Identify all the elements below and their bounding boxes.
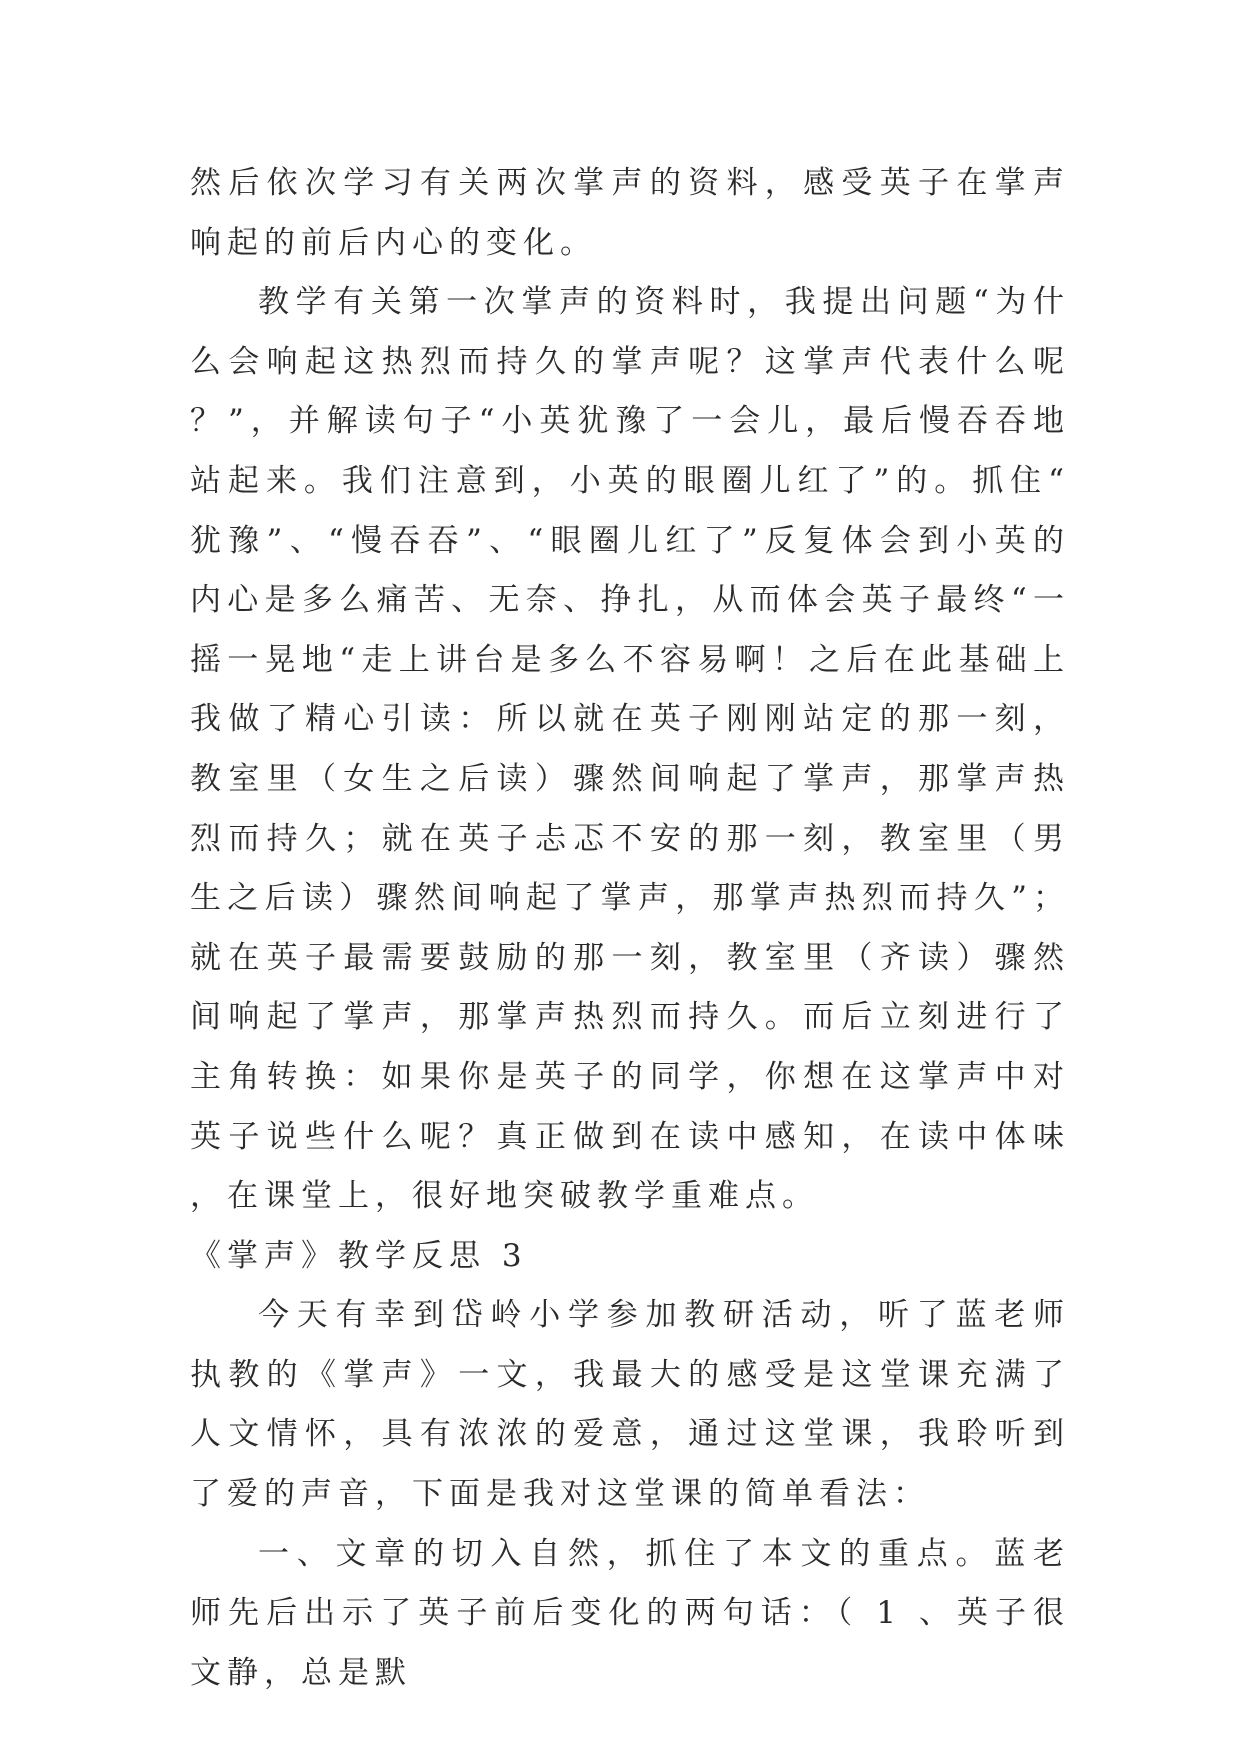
paragraph-first-applause: 教学有关第一次掌声的资料时，我提出问题“为什么会响起这热烈而持久的掌声呢？这掌声代表什么呢？”，并解读句子“小英犹豫了一会儿，最后慢吞吞地站起来。我们注意到，小英的眼圈儿红了”的。抓住“犹豫”、“慢吞吞”、“眼圈儿红了”反复体会到小英的内心是多么痛苦、无奈、挣扎，从而体会英子最终“一摇一晃地“走上讲台是多么不容易啊！之后在此基础上我做了精心引读：所以就在英子刚刚站定的那一刻，教室里（女生之后读）骤然间响起了掌声，那掌声热烈而持久；就在英子忐忑不安的那一刻，教室里（男生之后读）骤然间响起了掌声，那掌声热烈而持久”；就在英子最需要鼓励的那一刻，教室里（齐读）骤然间响起了掌声，那掌声热烈而持久。而后立刻进行了主角转换：如果你是英子的同学，你想在这掌声中对英子说些什么呢？真正做到在读中感知，在读中体味，在课堂上，很好地突破教学重难点。 — [190, 284, 1070, 1215]
paragraph-continuation: 然后依次学习有关两次掌声的资料，感受英子在掌声响起的前后内心的变化。 — [190, 165, 1070, 261]
paragraph-point-one: 一、文章的切入自然，抓住了本文的重点。蓝老师先后出示了英子前后变化的两句话：（ 1 、英子很文静，总是默 — [190, 1535, 1070, 1691]
section-heading: 《掌声》教学反思 3 — [190, 1237, 528, 1274]
document-body — [190, 154, 1070, 1703]
paragraph-introduction: 今天有幸到岱岭小学参加教研活动，听了蓝老师执教的《掌声》一文，我最大的感受是这堂课充满了人文情怀，具有浓浓的爱意，通过这堂课，我聆听到了爱的声音，下面是我对这堂课的简单看法： — [190, 1297, 1070, 1513]
